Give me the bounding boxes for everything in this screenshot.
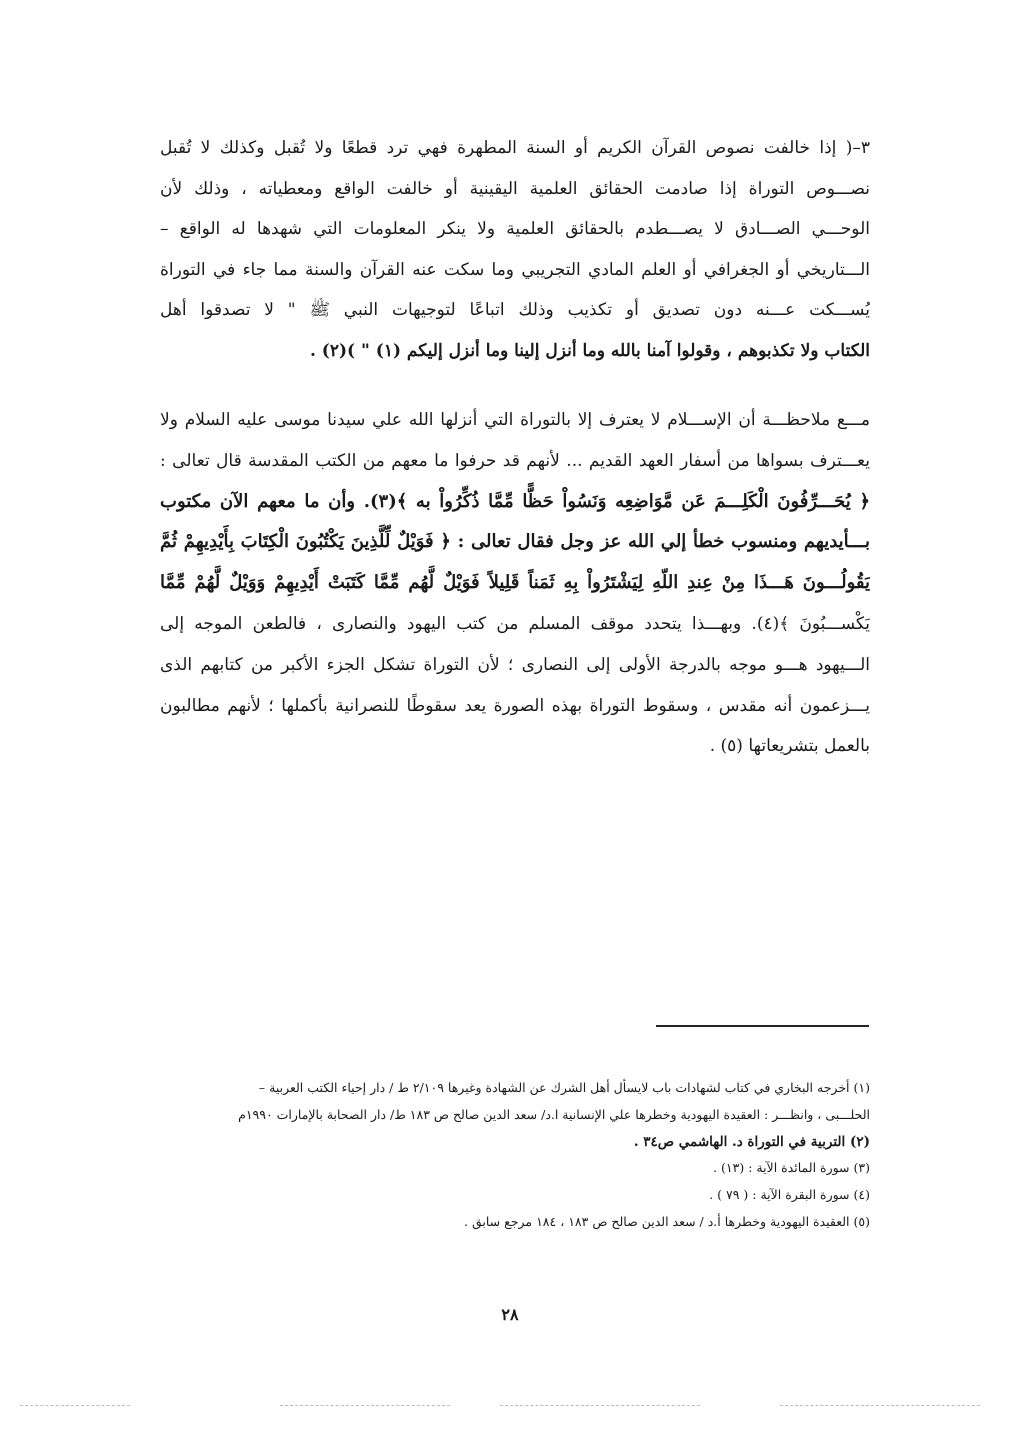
paragraph-line: ٣–( إذا خالفت نصوص القرآن الكريم أو السنة المطهرة فهي ترد قطعًا ولا تُقبل وكذلك لا تُقبل (160, 138, 870, 158)
paragraph-line: الـــيهود هـــو موجه بالدرجة الأولى إلى النصارى ؛ لأن التوراة تشكل الجزء الأكبر من كتابهم الذى (160, 654, 870, 675)
scan-edge-rule (20, 1405, 130, 1406)
paragraph-line: يـــزعمون أنه مقدس ، وسقوط التوراة بهذه الصورة يعد سقوطًا للنصرانية بأكملها ؛ لأنهم مطالبون (160, 695, 870, 716)
paragraph-line: يعـــترف بسواها من أسفار العهد القديم ... لأنهم قد حرفوا ما معهم من الكتب المقدسة قال تعالى : (160, 450, 870, 471)
footnote-2: (٢) التربية في التوراة د. الهاشمي ص٣٤ . (633, 1133, 870, 1150)
paragraph-line: يَكْســـبُونَ ﴾(٤). وبهـــذا يتحدد موقف المسلم من كتب اليهود والنصارى ، فالطعن الموجه إلى (160, 613, 870, 634)
quran-verse-line: ﴿ يُحَـــرِّفُونَ الْكَلِـــمَ عَن مَّوَاضِعِه وَنَسُواْ حَظًّا مِّمَّا ذُكِّرُواْ به ﴾(٣). وأن ما معهم الآن مكتوب (160, 490, 870, 512)
quran-verse-line: بـــأيديهم ومنسوب خطأ إلي الله عز وجل فقال تعالى : ﴿ فَوَيْلٌ لِّلَّذِينَ يَكْتُبُونَ الْكِتَابَ بِأَيْدِيهِمْ ثُمَّ (160, 531, 870, 553)
footnote-3: (٣) سورة المائدة الآية : (١٣) . (713, 1160, 870, 1176)
quran-verse-line: يَقُولُـــونَ هَـــذَا مِنْ عِندِ اللّهِ لِيَشْتَرُواْ بِهِ ثَمَناً قَلِيلاً فَوَيْلٌ لَّهُم مِّمَّا كَتَبَتْ أَيْدِيهِمْ وَوَيْلٌ لَّهُمْ مِّمَّا (160, 572, 870, 594)
footnotes (110, 1075, 870, 1236)
paragraph-note (160, 400, 870, 767)
paragraph-line: مـــع ملاحظـــة أن الإســـلام لا يعترف إلا بالتوراة التي أنزلها الله علي سيدنا موسى عليه السلام ولا (160, 410, 870, 430)
footnote-separator (656, 1025, 869, 1027)
footnote-5: (٥) العقيدة اليهودية وخطرها أ.د / سعد الدين صالح ص ١٨٣ ، ١٨٤ مرجع سابق . (464, 1213, 870, 1229)
paragraph-line: يُســـكت عـــنه دون تصديق أو تكذيب وذلك اتباعًا لتوجيهات النبي ﷺ " لا تصدقوا أهل (160, 300, 870, 320)
hadith-quote-line: الكتاب ولا تكذبوهم ، وقولوا آمنا بالله وما أنزل إلينا وما أنزل إليكم (١) " )(٢) . (309, 340, 870, 361)
page-number: ٢٨ (501, 1305, 519, 1324)
paragraph-line: الـــتاريخي أو الجغرافي أو العلم المادي التجريبي وما سكت عنه القرآن والسنة مما جاء في التوراة (160, 259, 870, 280)
paragraph-line: الوحـــي الصـــادق لا يصـــطدم بالحقائق العلمية ولا ينكر المعلومات التي شهدها له الواقع – (160, 219, 870, 239)
paragraph-line: نصـــوص التوراة إذا صادمت الحقائق العلمية اليقينية أو خالفت الواقع ومعطياته ، وذلك لأن (160, 178, 870, 199)
footnote-4: (٤) سورة البقرة الآية : ( ٧٩ ) . (709, 1187, 870, 1203)
scan-edge-rule (780, 1405, 980, 1406)
footnote-1: (١) أخرجه البخاري في كتاب لشهادات باب لايسأل أهل الشرك عن الشهادة وغيرها ٢/١٠٩ ط / دار إحياء الكتب العربية – (258, 1080, 870, 1095)
scan-edge-rule (280, 1405, 450, 1406)
scan-edge-rule (500, 1405, 700, 1406)
footnote-1-continued: الحلـــبى ، وانظـــر : العقيدة اليهودية وخطرها علي الإنسانية ا.د/ سعد الدين صالح ص ١٨٣ ط/ دار الصحابة بالإمارات ١٩٩٠م (238, 1106, 870, 1122)
paragraph-point-3 (160, 128, 870, 371)
paragraph-line: بالعمل بتشريعاتها (٥) . (709, 736, 870, 757)
